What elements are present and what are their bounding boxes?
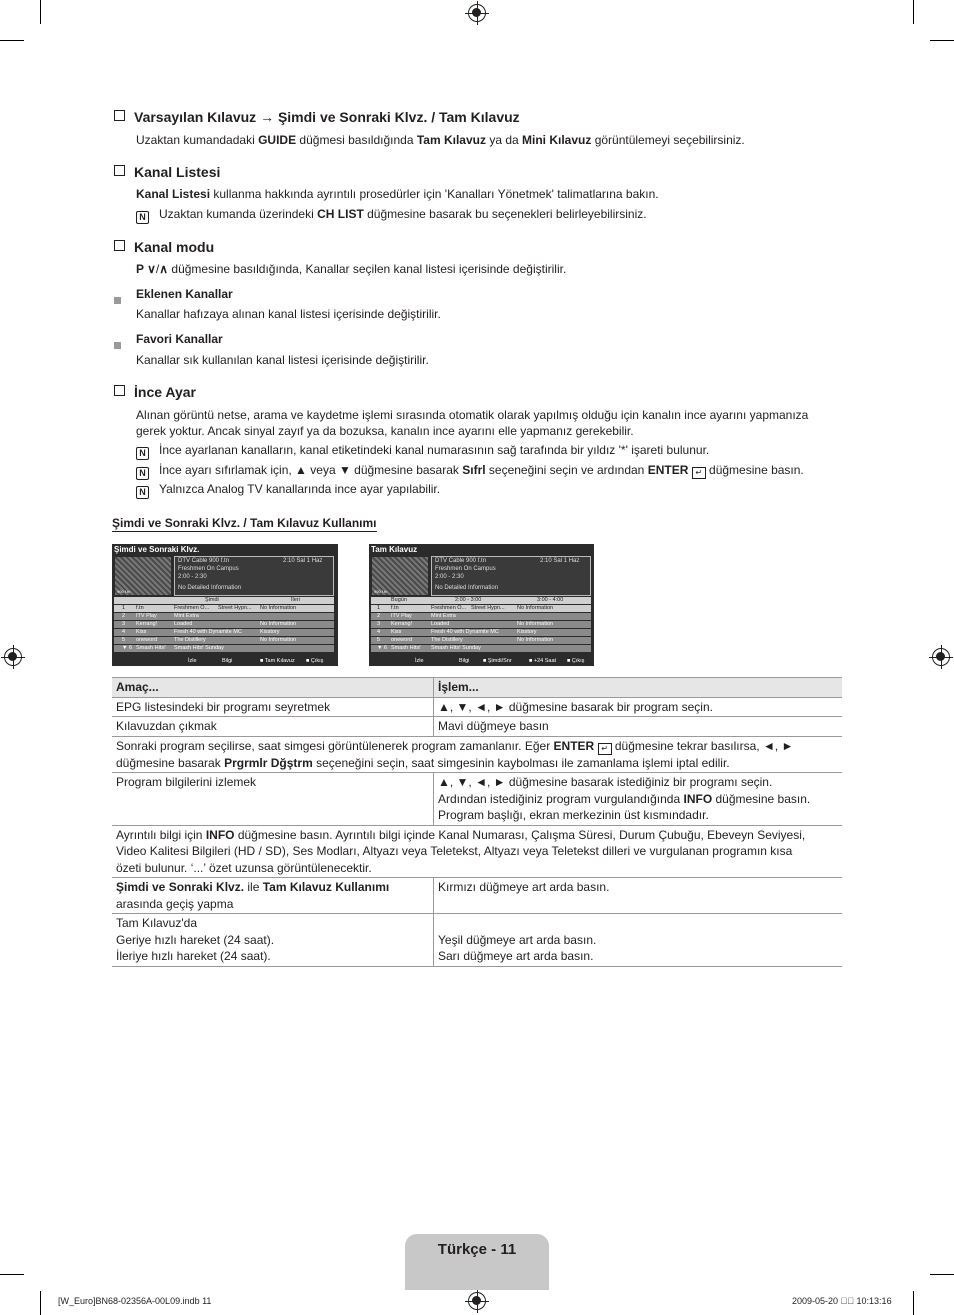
video-thumbnail: 900 f.tn (372, 557, 428, 595)
video-thumbnail: 900 f.tn (115, 557, 171, 595)
note-icon: N (136, 467, 149, 480)
table-row: Şimdi ve Sonraki Klvz. ile Tam Kılavuz Kullanımı arasında geçiş yapma Kırmızı düğmeye art arda basın. (112, 878, 842, 914)
section-title-fine-tune: İnce Ayar (114, 384, 196, 400)
guide-row: 2 ITV Play Mint Extra (114, 613, 334, 620)
table-row: Program bilgilerini izlemek ▲, ▼, ◄, ► düğmesine basarak istediğiniz bir programı seçin. Ardından istediğiniz program vurgulandığında INFO düğmesine basın. Program başlığı, ekran merkezinin üst kısmındadır. (112, 773, 842, 826)
section-text: Kanal Listesi kullanma hakkında ayrıntılı prosedürler için 'Kanalları Yönetmek' talimatlarına bakın. (136, 187, 659, 201)
screenshot-full-guide (369, 544, 594, 666)
guide-row: 4 Kiss Fresh 40 with Dynamite MC Kisstory (114, 629, 334, 636)
crop-mark (40, 0, 41, 24)
imprint-left: [W_Euro]BN68-02356A-00L09.indb 11 (58, 1296, 212, 1306)
checkbox-square-icon (114, 240, 125, 251)
note-icon: N (136, 486, 149, 499)
program-info-box: DTV Cable 900 f.tn 2:10 Sal 1 Haz Freshmen On Campus 2:00 - 2:30 No Detailed Information (174, 556, 334, 596)
note: N İnce ayarlanan kanalların, kanal etiketindeki kanal numarasının sağ tarafında bir yıldız '*' işareti bulunur. (136, 442, 709, 460)
crop-mark (913, 1291, 914, 1315)
table-row: Ayrıntılı bilgi için INFO düğmesine basın. Ayrıntılı bilgi içinde Kanal Numarası, Çalışma Süresi, Durum Çubuğu, Ebeveyn Seviyesi, Video Kalitesi Bilgileri (HD / SD), Ses Modları, Altyazı veya Teletekst, Altyazı veya Teletekst dilleri ve vurgulanan programın kısa özeti bulunur. ‘...’ özet uzunsa görüntülenecektir. (112, 825, 842, 878)
bullet-icon (114, 291, 121, 309)
page-number-tab (405, 1234, 549, 1290)
header-action: İşlem... (434, 678, 843, 698)
checkbox-square-icon (114, 110, 125, 121)
note: N Uzaktan kumanda üzerindeki CH LIST düğmesine basarak bu seçenekleri belirleyebilirsiniz. (136, 206, 647, 224)
enter-icon: ↵ (598, 743, 612, 755)
subsection-title: Eklenen Kanallar (136, 287, 233, 301)
subsection-title: Favori Kanallar (136, 332, 223, 346)
registration-mark-icon (468, 4, 486, 22)
checkbox-square-icon (114, 165, 125, 176)
note: N Yalnızca Analog TV kanallarında ince ayar yapılabilir. (136, 481, 440, 499)
guide-row: 1 f.tn Freshmen O... Street Hypn... No Information (371, 605, 591, 612)
guide-row: 5 oneword The Distillery No Information (114, 637, 334, 644)
program-info-box: DTV Cable 900 f.tn 2:10 Sal 1 Haz Freshmen On Campus 2:00 - 2:30 No Detailed Information (431, 556, 591, 596)
table-row: Sonraki program seçilirse, saat simgesi görüntülenerek program zamanlanır. Eğer ENTER ↵ düğmesine tekrar basılırsa, ◄, ► düğmesine basarak Prgrmlr Dğştrm seçeneğini seçin, saat simgesinin kaybolması ile zamanlama işlemi iptal edilir. (112, 736, 842, 773)
usage-title: Şimdi ve Sonraki Klvz. / Tam Kılavuz Kullanımı (112, 516, 377, 530)
section-text: gerek yoktur. Ancak sinyal zayıf ya da bozuksa, kanalın ince ayarını elle yapmanız gerekebilir. (136, 424, 634, 438)
guide-row: ▼ 6 Smash Hits! Smash Hits! Sunday (114, 645, 334, 652)
registration-mark-icon (468, 1292, 486, 1310)
guide-row: 1 f.tn Freshmen O... Street Hypn... No Information (114, 605, 334, 612)
bullet-icon (114, 336, 121, 354)
guide-row: 3 Kerrang! Loaded No Information (114, 621, 334, 628)
footer-plus24: ■ +24 Saat (529, 658, 557, 664)
screen-title: Tam Kılavuz (371, 545, 418, 554)
registration-mark-icon (932, 648, 950, 666)
section-title-default-guide: Varsayılan Kılavuz → Şimdi ve Sonraki Klvz. / Tam Kılavuz (114, 109, 520, 125)
chevron-up-icon: ∧ (159, 262, 169, 276)
subsection-text: Kanallar sık kullanılan kanal listesi içerisinde değiştirilir. (136, 353, 429, 367)
guide-row: 3 Kerrang! Loaded No Information (371, 621, 591, 628)
guide-header-row: Şimdi İleri (114, 597, 334, 604)
page-number: Türkçe - 11 (437, 1241, 517, 1258)
enter-icon: ↵ (692, 467, 706, 479)
crop-mark (0, 40, 24, 41)
section-text: Alınan görüntü netse, arama ve kaydetme işlemi sırasında otomatik olarak yapılmış olduğu için kanalın ince ayarını yapmanıza (136, 408, 809, 422)
guide-row: 4 Kiss Fresh 40 with Dynamite MC Kisstory (371, 629, 591, 636)
footer-watch: İzle (415, 658, 424, 664)
footer-exit: ■ Çıkış (306, 658, 324, 664)
table-header (112, 678, 842, 698)
footer-full-guide: ■ Tam Kılavuz (260, 658, 295, 664)
registration-mark-icon (4, 648, 22, 666)
section-text: P ∨/∧ düğmesine basıldığında, Kanallar seçilen kanal listesi içerisinde değiştirilir. (136, 262, 567, 276)
subsection-text: Kanallar hafızaya alınan kanal listesi içerisinde değiştirilir. (136, 307, 441, 321)
footer-info: Bilgi (222, 658, 233, 664)
section-title-channel-mode: Kanal modu (114, 239, 214, 255)
chevron-down-icon: ∨ (147, 262, 156, 276)
crop-mark (930, 40, 954, 41)
crop-mark (0, 1274, 24, 1275)
table-row: Kılavuzdan çıkmak Mavi düğmeye basın (112, 717, 842, 737)
imprint-right: 2009-05-20 ￿￿ 10:13:16 (792, 1296, 892, 1306)
table-row: EPG listesindeki bir programı seyretmek ▲, ▼, ◄, ► düğmesine basarak bir program seçin. (112, 697, 842, 717)
note: N İnce ayarı sıfırlamak için, ▲ veya ▼ düğmesine basarak Sıfrl seçeneğini seçin ve ardından ENTER ↵ düğmesine basın. (136, 462, 804, 480)
screen-title: Şimdi ve Sonraki Klvz. (114, 545, 200, 554)
crop-mark (40, 1291, 41, 1315)
guide-row: ▼ 6 Smash Hits! Smash Hits! Sunday (371, 645, 591, 652)
guide-row: 5 oneword The Distillery No Information (371, 637, 591, 644)
section-title-channel-list: Kanal Listesi (114, 164, 220, 180)
footer-now-next: ■ Şimdi/Snr (483, 658, 512, 664)
screenshot-now-next-guide (112, 544, 338, 666)
header-purpose: Amaç... (112, 678, 434, 698)
checkbox-square-icon (114, 385, 125, 396)
crop-mark (930, 1274, 954, 1275)
note-icon: N (136, 211, 149, 224)
instruction-table (112, 677, 842, 967)
guide-header-row: Bugün 2:00 - 3:00 3:00 - 4:00 (371, 597, 591, 604)
section-text: Uzaktan kumandadaki GUIDE düğmesi basıldığında Tam Kılavuz ya da Mini Kılavuz görüntülemeyi seçebilirsiniz. (136, 133, 745, 147)
footer-exit: ■ Çıkış (567, 658, 585, 664)
table-row: Tam Kılavuz'da Geriye hızlı hareket (24 saat). İleriye hızlı hareket (24 saat). Yeşil düğmeye art arda basın. Sarı düğmeye art arda basın. (112, 914, 842, 967)
footer-info: Bilgi (459, 658, 470, 664)
footer-watch: İzle (188, 658, 197, 664)
crop-mark (913, 0, 914, 24)
guide-row: 2 ITV Play Mint Extra (371, 613, 591, 620)
note-icon: N (136, 447, 149, 460)
